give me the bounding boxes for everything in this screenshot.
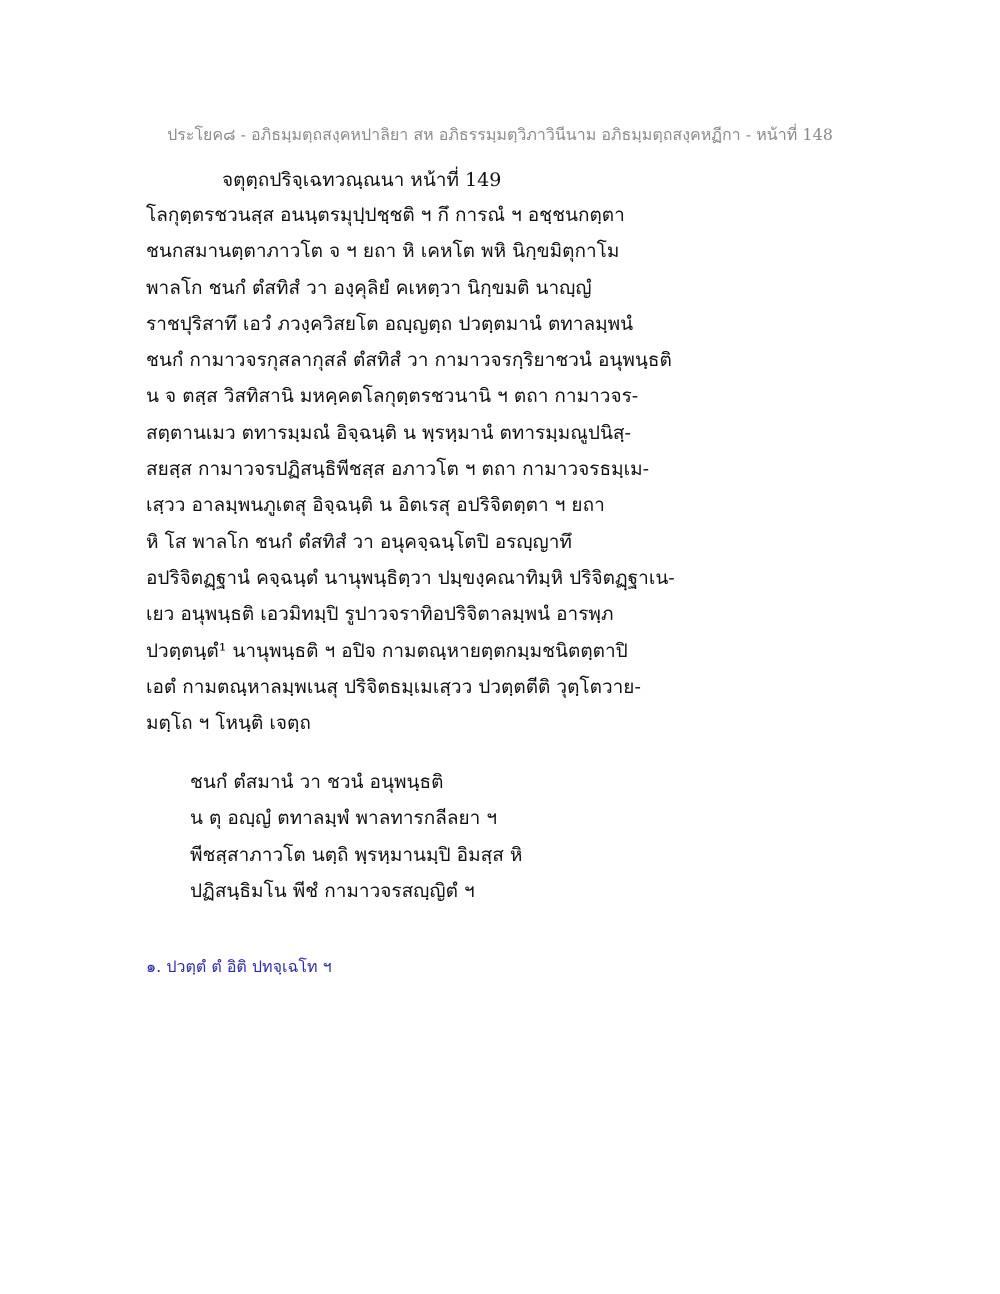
body-line: เอตํ กามตณฺหาลมฺพเนสุ ปริจิตธมฺเมเสฺวว ปวตฺตตีติ วุตฺโตวาย- bbox=[146, 675, 641, 698]
body-line: ชนกสมานตฺตาภาวโต จ ฯ ยถา หิ เคหโต พหิ นิกฺขมิตุกาโม bbox=[146, 240, 620, 263]
body-line: เยว อนุพนฺธติ เอวมิทมฺปิ รูปาวจราทิอปริจิตาลมฺพนํ อารพฺภ bbox=[146, 603, 614, 626]
body-line: เสฺวว อาลมฺพนภูเตสุ อิจฺฉนฺติ น อิตเรสุ อปริจิตตฺตา ฯ ยถา bbox=[146, 494, 605, 517]
verse-line: น ตุ อญฺญํ ตทาลมฺพํ พาลทารกลีลยา ฯ bbox=[190, 807, 498, 830]
body-line: โลกุตฺตรชวนสฺส อนนฺตรมุปฺปชฺชติ ฯ กึ การณํ ฯ อชฺชนกตฺตา bbox=[146, 204, 625, 226]
verse-line: ชนกํ ตํสมานํ วา ชวนํ อนุพนฺธติ bbox=[190, 771, 444, 793]
body-line: ปวตฺตนฺตํ¹ นานุพนฺธติ ฯ อปิจ กามตณฺหายตฺตกมฺมชนิตตฺตาปิ bbox=[146, 639, 628, 662]
body-line: ราชปุริสาทึ เอวํ ภวงฺควิสยโต อญฺญตฺถ ปวตฺตมานํ ตทาลมฺพนํ bbox=[146, 312, 634, 335]
body-line: ชนกํ กามาวจรกุสลากุสลํ ตํสทิสํ วา กามาวจรกฺริยาชวนํ อนุพนฺธติ bbox=[146, 349, 672, 372]
chapter-heading: จตุตฺถปริจฺเฉทวณฺณนา หน้าที่ 149 bbox=[222, 169, 502, 191]
verse-line: ปฏิสนฺธิมโน พีชํ กามาวจรสญฺญิตํ ฯ bbox=[190, 879, 475, 902]
body-line: พาลโก ชนกํ ตํสทิสํ วา องฺคุลิยํ คเหตฺวา นิกฺขมติ นาญฺญํ bbox=[146, 276, 592, 299]
body-paragraph bbox=[146, 197, 706, 741]
verse-block bbox=[190, 764, 710, 909]
verse-line: พีชสฺสาภาวโต นตฺถิ พฺรหฺมานมฺปิ อิมสฺส หิ bbox=[190, 843, 523, 866]
body-line: น จ ตสฺส วิสทิสานิ มหคฺคตโลกุตฺตรชวนานิ ฯ ตถา กามาวจร- bbox=[146, 385, 639, 408]
body-line: สตฺตานเมว ตทารมฺมณํ อิจฺฉนฺติ น พฺรหฺมานํ ตทารมฺมณูปนิสฺ- bbox=[146, 421, 631, 444]
body-line: อปริจิตฏฺฐานํ คจฺฉนฺตํ นานุพนฺธิตฺวา ปมฺขงฺคณาทิมฺหิ ปริจิตฏฺฐาเน- bbox=[146, 566, 675, 589]
footnote: ๑. ปวตฺตํ ตํ อิติ ปทจฺเฉโท ฯ bbox=[146, 957, 332, 976]
running-header: ประโยค๘ - อภิธมฺมตฺถสงฺคหปาลิยา สห อภิธรรมฺมตฺวิภาวินีนาม อภิธมฺมตฺถสงฺคหฏีกา - หน้าที่ 148 bbox=[167, 125, 833, 144]
body-line: สยสฺส กามาวจรปฏิสนฺธิพีชสฺส อภาวโต ฯ ตถา กามาวจรธมฺเม- bbox=[146, 458, 650, 481]
body-line: มตฺโถ ฯ โหนฺติ เจตฺถ bbox=[146, 712, 311, 735]
body-line: หิ โส พาลโก ชนกํ ตํสทิสํ วา อนุคจฺฉนฺโตปิ อรญฺญาทึ bbox=[146, 530, 572, 553]
